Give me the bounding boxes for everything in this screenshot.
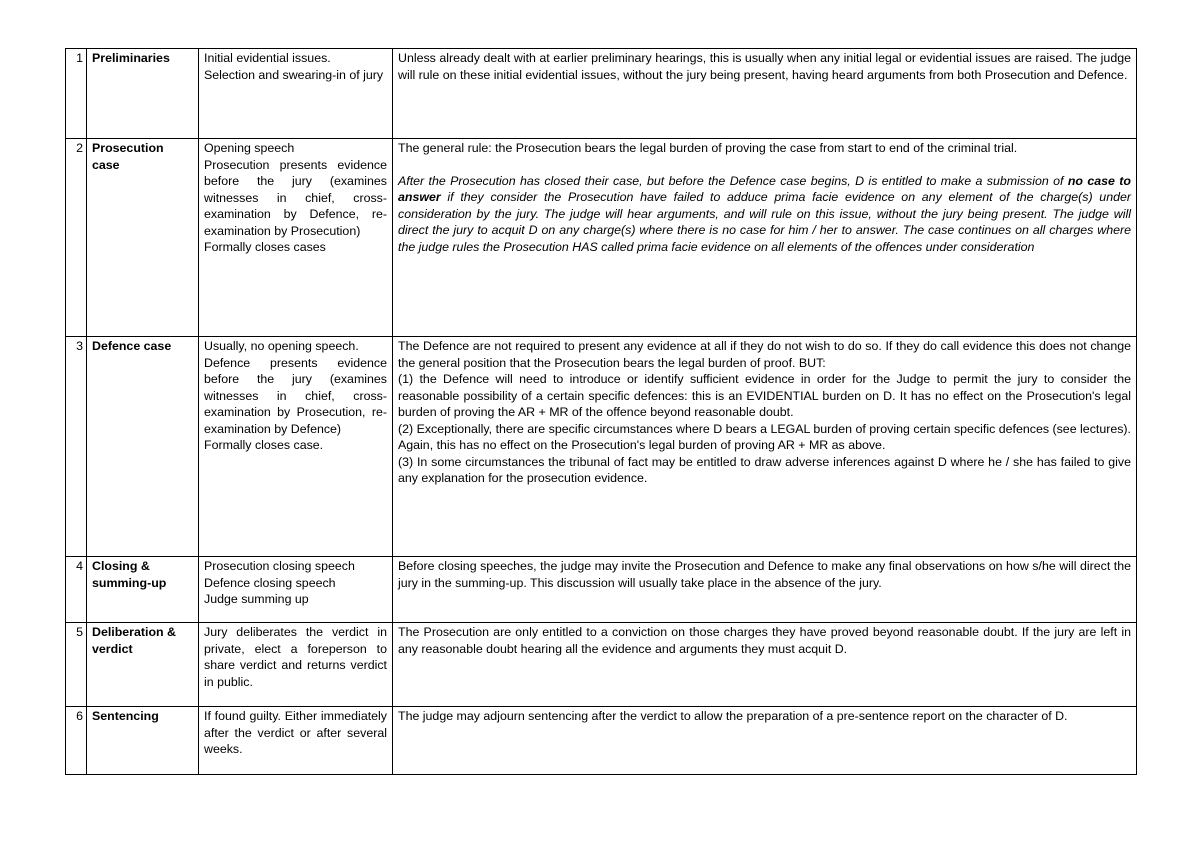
- stage-notes: The judge may adjourn sentencing after the verdict to allow the preparation of a pre-sentence report on the character of D.: [393, 707, 1137, 775]
- stage-name: Prosecution case: [87, 139, 199, 337]
- row-number: 2: [66, 139, 87, 337]
- row-number: 1: [66, 49, 87, 139]
- stage-description: Initial evidential issues. Selection and swearing-in of jury: [199, 49, 393, 139]
- stage-notes: Before closing speeches, the judge may invite the Prosecution and Defence to make any final observations on how s/he will direct the jury in the summing-up. This discussion will usually take place in the absence of the jury.: [393, 557, 1137, 623]
- stage-description: Usually, no opening speech. Defence presents evidence before the jury (examines witnesses in chief, cross-examination by Prosecution, re-examination by Defence) Formally closes case.: [199, 337, 393, 557]
- stage-notes: The Defence are not required to present any evidence at all if they do not wish to do so. If they do call evidence this does not change the general position that the Prosecution bears the legal burden of proof. BUT: (1) the Defence will need to introduce or identify sufficient evidence in order for the Judge to permit the jury to consider the reasonable possibility of a certain specific defences: this is an EVIDENTIAL burden on D. It has no effect on the Prosecution's legal burden of proving the AR + MR of the offence beyond reasonable doubt. (2) Exceptionally, there are specific circumstances where D bears a LEGAL burden of proving certain specific defences (see lectures). Again, this has no effect on the Prosecution's legal burden of proving AR + MR as above. (3) In some circumstances the tribunal of fact may be entitled to draw adverse inferences against D where he / she has failed to give any explanation for the prosecution evidence.: [393, 337, 1137, 557]
- stage-name: Deliberation & verdict: [87, 623, 199, 707]
- row-number: 6: [66, 707, 87, 775]
- stage-description: Jury deliberates the verdict in private, elect a foreperson to share verdict and returns verdict in public.: [199, 623, 393, 707]
- table-row: [66, 707, 1137, 775]
- stage-name: Preliminaries: [87, 49, 199, 139]
- row-number: 3: [66, 337, 87, 557]
- table-row: [66, 49, 1137, 139]
- row-number: 4: [66, 557, 87, 623]
- stage-description: If found guilty. Either immediately after the verdict or after several weeks.: [199, 707, 393, 775]
- stage-name: Defence case: [87, 337, 199, 557]
- table-row: [66, 337, 1137, 557]
- table-row: [66, 557, 1137, 623]
- stage-description: Opening speech Prosecution presents evidence before the jury (examines witnesses in chief, cross-examination by Defence, re-examination by Prosecution) Formally closes cases: [199, 139, 393, 337]
- stage-name: Closing & summing-up: [87, 557, 199, 623]
- stage-notes: The Prosecution are only entitled to a conviction on those charges they have proved beyond reasonable doubt. If the jury are left in any reasonable doubt hearing all the evidence and arguments they must acquit D.: [393, 623, 1137, 707]
- trial-stages-table: [65, 48, 1137, 775]
- no-case-to-answer-term: no case to answer: [398, 173, 1131, 204]
- stage-description: Prosecution closing speech Defence closing speech Judge summing up: [199, 557, 393, 623]
- stage-notes: Unless already dealt with at earlier preliminary hearings, this is usually when any initial legal or evidential issues are raised. The judge will rule on these initial evidential issues, without the jury being present, having heard arguments from both Prosecution and Defence.: [393, 49, 1137, 139]
- row-number: 5: [66, 623, 87, 707]
- stage-notes: The general rule: the Prosecution bears the legal burden of proving the case from start to end of the criminal trial. After the Prosecution has closed their case, but before the Defence case begins, D is entitled to make a submission of no case to answer if they consider the Prosecution have failed to adduce prima facie evidence on any element of the charge(s) under consideration by the jury. The judge will hear arguments, and will rule on this issue, without the jury being present. The judge will direct the jury to acquit D on any charge(s) where there is no case for him / her to answer. The case continues on all charges where the judge rules the Prosecution HAS called prima facie evidence on all elements of the offences under consideration: [393, 139, 1137, 337]
- table-row: [66, 623, 1137, 707]
- stage-name: Sentencing: [87, 707, 199, 775]
- table-row: [66, 139, 1137, 337]
